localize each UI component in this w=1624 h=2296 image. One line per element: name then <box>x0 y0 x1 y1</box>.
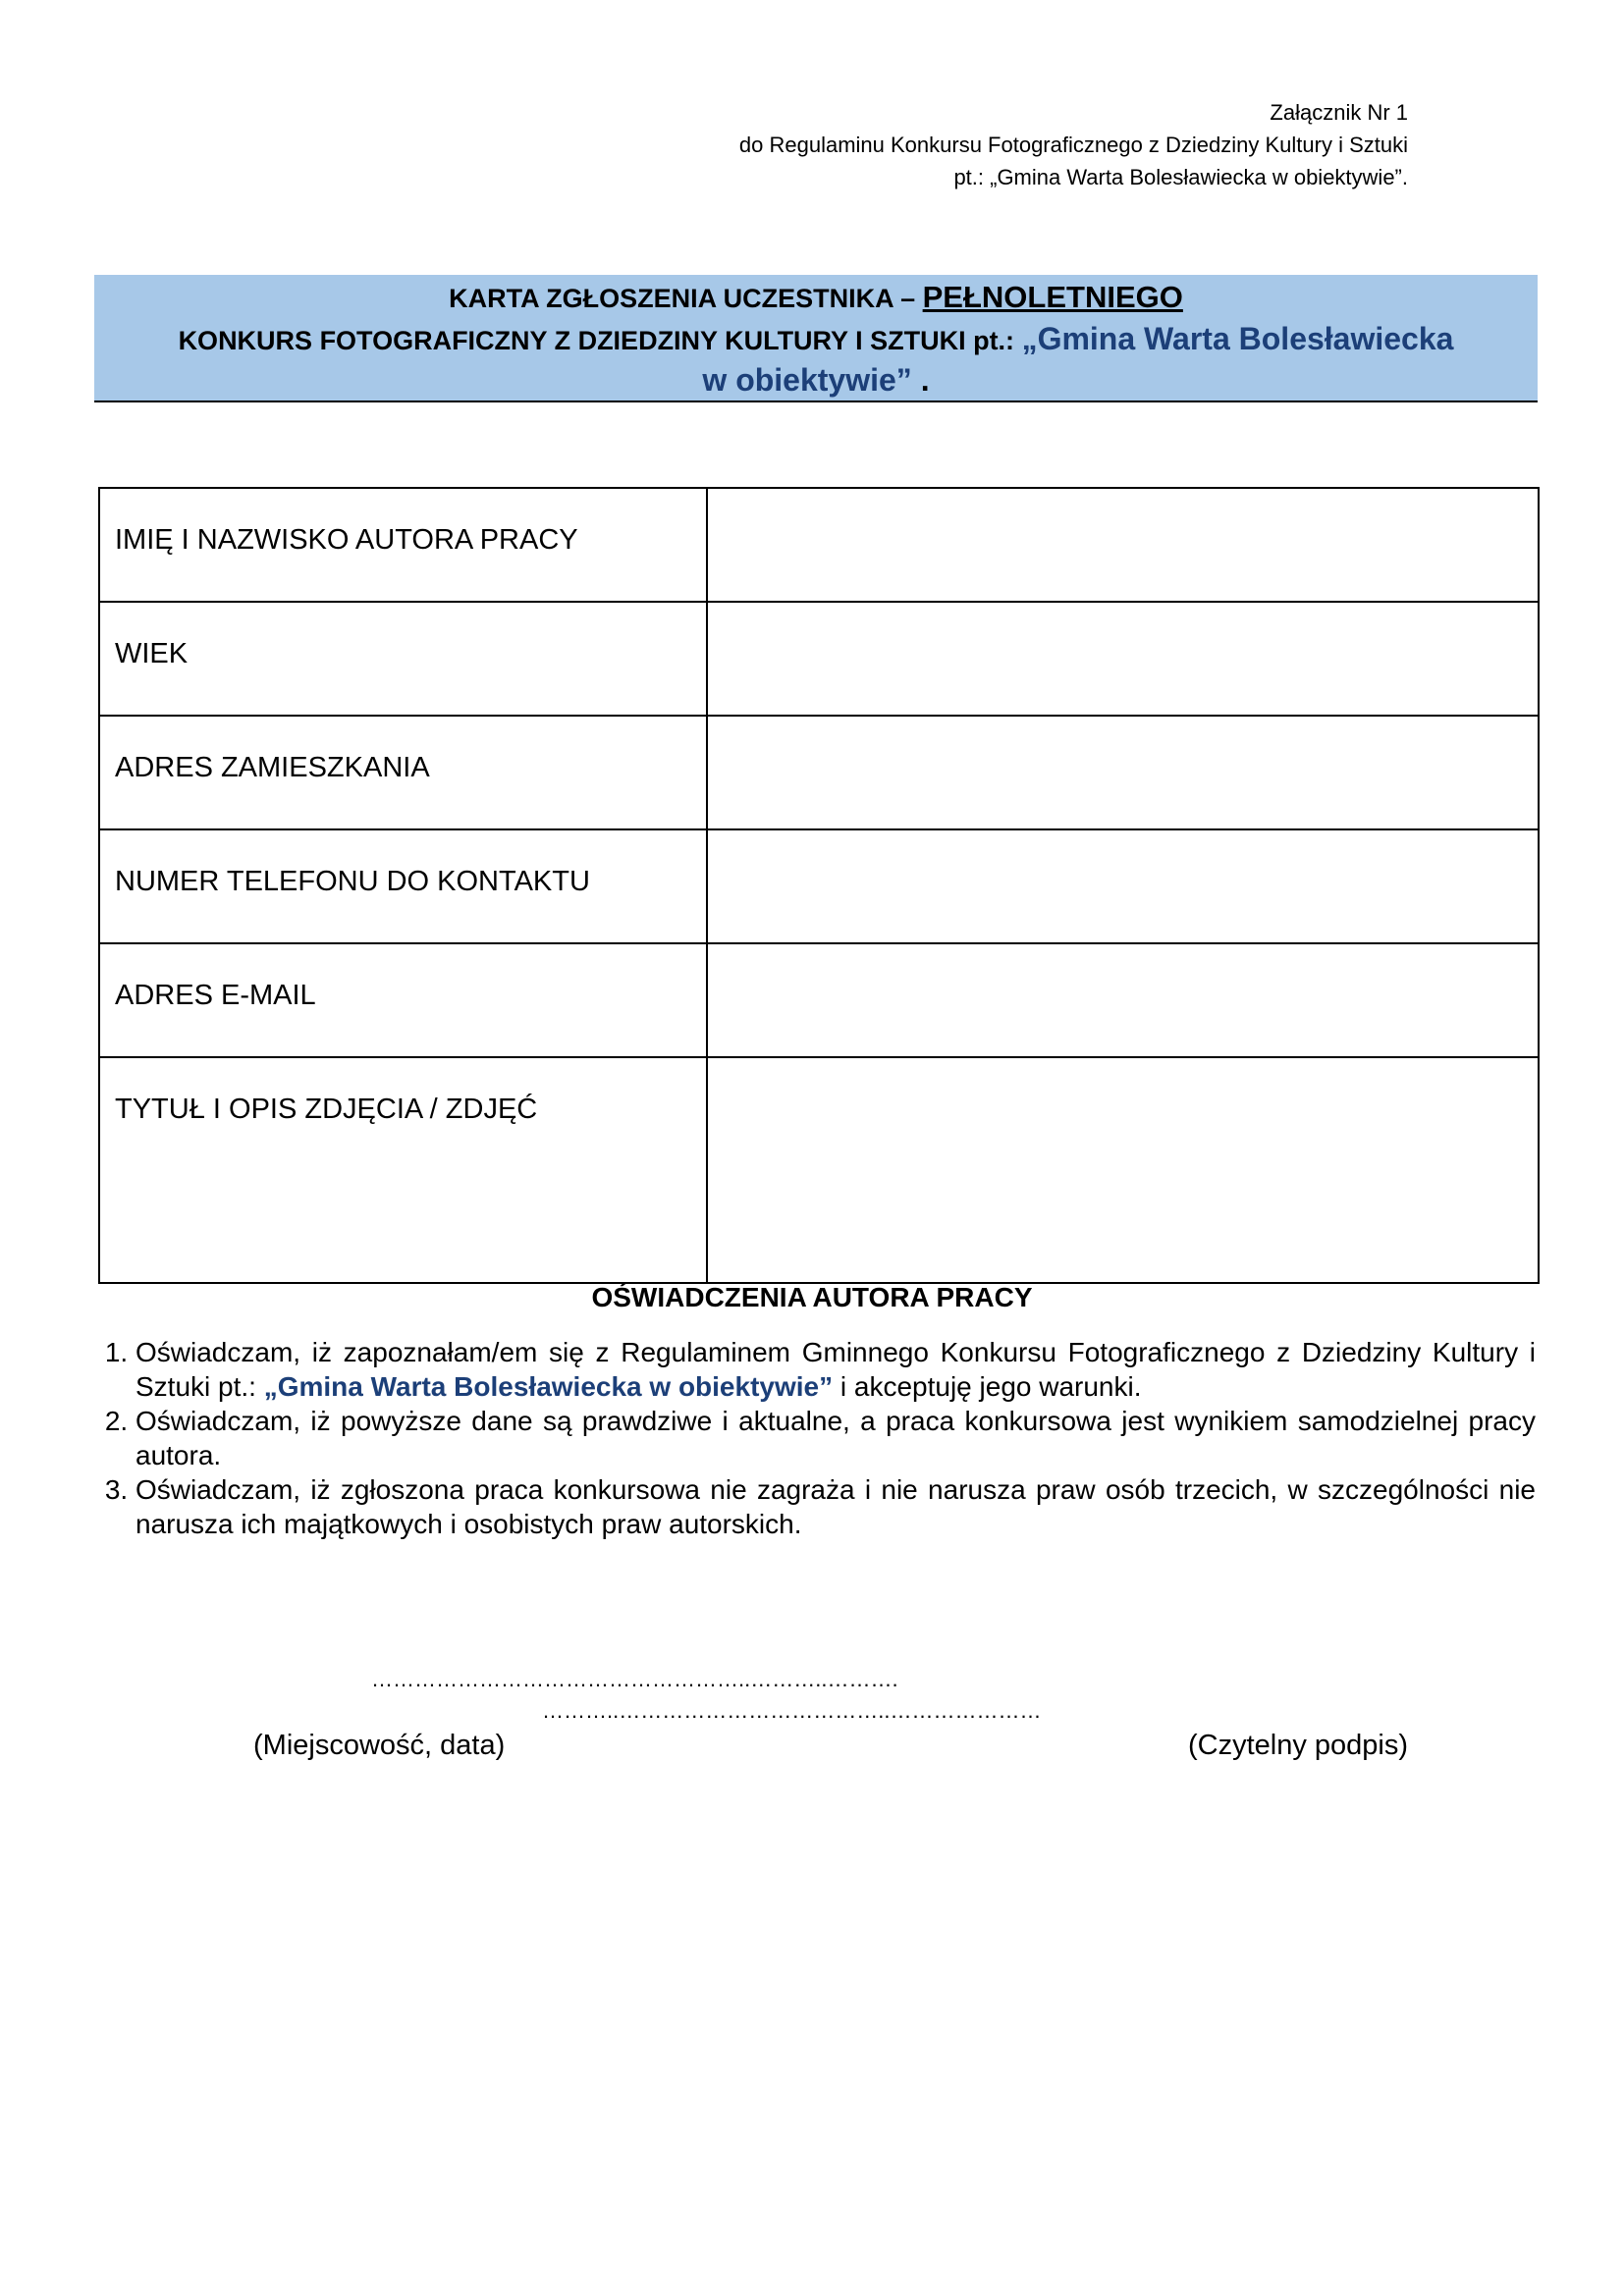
declaration-item: 3. Oświadczam, iż zgłoszona praca konkursowa nie zagraża i nie narusza praw osób trzecich, w szczególności nie narusza ich majątkowych i osobistych praw autorskich. <box>135 1472 1536 1541</box>
form-row-age <box>99 602 1539 716</box>
label-phone: NUMER TELEFONU DO KONTAKTU <box>99 829 707 943</box>
signature-caption: (Czytelny podpis) <box>1188 1730 1409 1761</box>
annex-regulation: do Regulaminu Konkursu Fotograficznego z Dziedziny Kultury i Sztuki <box>738 133 1408 157</box>
declarations-list <box>96 1335 1536 1541</box>
label-address: ADRES ZAMIESZKANIA <box>99 716 707 829</box>
form-row-name <box>99 488 1539 602</box>
form-title-banner <box>94 275 1538 402</box>
field-phone[interactable] <box>707 829 1539 943</box>
place-date-line[interactable]: ……………………………………………..………..………. <box>371 1667 898 1691</box>
label-age: WIEK <box>99 602 707 716</box>
field-photo-title[interactable] <box>707 1057 1539 1283</box>
field-address[interactable] <box>707 716 1539 829</box>
banner-contest-title: „Gmina Warta Bolesławiecka <box>1021 321 1454 356</box>
field-age[interactable] <box>707 602 1539 716</box>
field-email[interactable] <box>707 943 1539 1057</box>
banner-contest-name: KONKURS FOTOGRAFICZNY Z DZIEDZINY KULTURY I SZTUKI pt.: <box>178 326 1022 355</box>
declarations-heading: OŚWIADCZENIA AUTORA PRACY <box>591 1282 1033 1312</box>
banner-contest-title-end: w obiektywie” <box>702 362 912 398</box>
entry-form-table <box>98 487 1540 1284</box>
banner-line-1 <box>94 277 1538 319</box>
form-row-address <box>99 716 1539 829</box>
field-author-name[interactable] <box>707 488 1539 602</box>
form-row-phone <box>99 829 1539 943</box>
label-author-name: IMIĘ I NAZWISKO AUTORA PRACY <box>99 488 707 602</box>
declaration-1-contest-title: „Gmina Warta Bolesławiecka w obiektywie” <box>263 1371 834 1402</box>
declaration-item: 2. Oświadczam, iż powyższe dane są prawdziwe i aktualne, a praca konkursowa jest wynikiem samodzielnej pracy autora. <box>135 1404 1536 1472</box>
annex-number: Załącznik Nr 1 <box>1270 100 1408 125</box>
label-photo-title: TYTUŁ I OPIS ZDJĘCIA / ZDJĘĆ <box>99 1057 707 1283</box>
annex-contest-title: pt.: „Gmina Warta Bolesławiecka w obiektywie”. <box>953 165 1408 189</box>
form-row-email <box>99 943 1539 1057</box>
declaration-1-text-end: i akceptuję jego warunki. <box>833 1371 1142 1402</box>
form-row-photo-title <box>99 1057 1539 1283</box>
banner-line-2 <box>94 319 1538 360</box>
declaration-1-text: Oświadczam, iż zapoznałam/em się z Regulaminem Gminnego Konkursu Fotograficznego z Dziedziny Kultury i Sztuki pt.: <box>135 1337 1536 1402</box>
place-date-caption: (Miejscowość, data) <box>253 1730 506 1761</box>
annex-header <box>739 96 1408 193</box>
banner-line-3 <box>94 360 1538 400</box>
banner-card-title: KARTA ZGŁOSZENIA UCZESTNIKA – <box>449 284 923 313</box>
banner-adult-label: PEŁNOLETNIEGO <box>922 280 1183 314</box>
declaration-item <box>135 1335 1536 1404</box>
signature-line[interactable]: ………..………………………………..………………… <box>542 1698 1042 1723</box>
label-email: ADRES E-MAIL <box>99 943 707 1057</box>
banner-period: . <box>911 362 930 398</box>
